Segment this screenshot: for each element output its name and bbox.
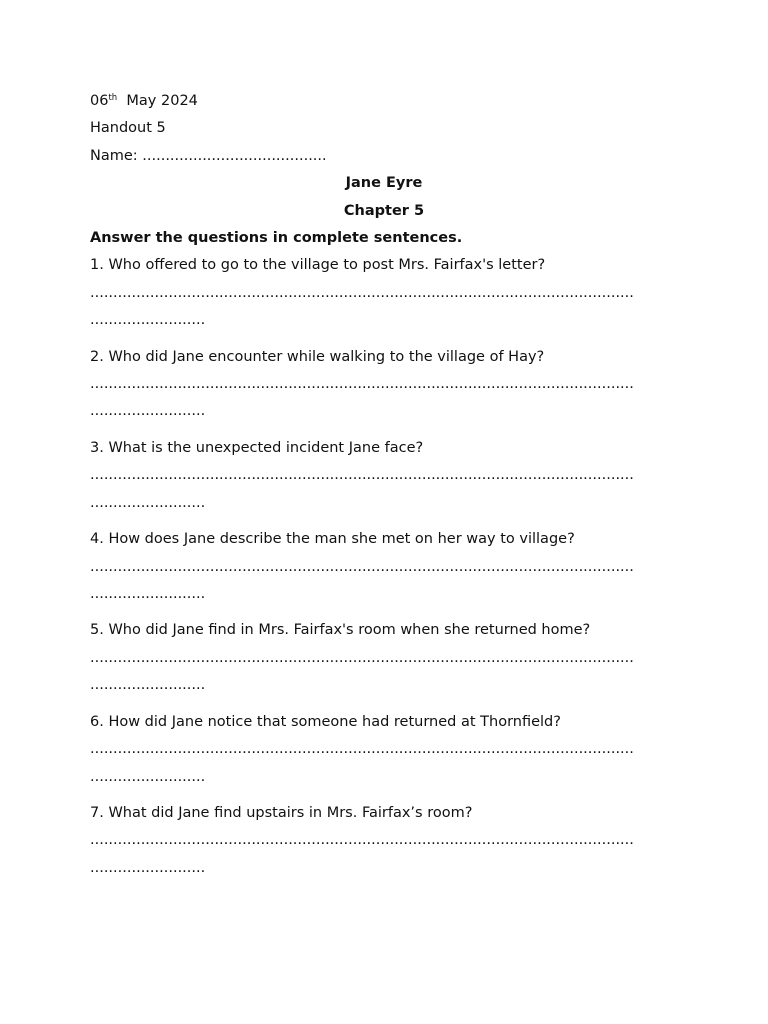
- chapter-title: Chapter 5: [343, 202, 425, 219]
- question-text: 2. Who did Jane encounter while walking to the village of Hay?: [90, 348, 545, 365]
- answer-line: ......................................................................................................................: [90, 376, 634, 393]
- date-day: 06: [90, 93, 109, 109]
- instructions: Answer the questions in complete sentences.: [90, 229, 463, 246]
- answer-line: ......................................................................................................................: [90, 558, 634, 575]
- answer-line: ......................................................................................................................: [90, 649, 634, 666]
- question-block: [90, 803, 690, 885]
- question-block: [90, 347, 690, 429]
- answer-line: .........................: [90, 403, 206, 420]
- answer-line: ......................................................................................................................: [90, 284, 634, 301]
- question-text: 7. What did Jane find upstairs in Mrs. Fairfax’s room?: [90, 805, 473, 822]
- question-block: [90, 255, 690, 337]
- question-text: 6. How did Jane notice that someone had returned at Thornfield?: [90, 713, 561, 730]
- answer-line: ......................................................................................................................: [90, 741, 634, 758]
- worksheet-page: [90, 91, 690, 894]
- answer-line: .........................: [90, 494, 206, 511]
- question-text: 3. What is the unexpected incident Jane face?: [90, 439, 424, 456]
- question-block: [90, 712, 690, 794]
- book-title: Jane Eyre: [345, 175, 423, 192]
- answer-line: .........................: [90, 312, 206, 329]
- handout-number: Handout 5: [90, 120, 166, 137]
- question-text: 1. Who offered to go to the village to post Mrs. Fairfax's letter?: [90, 257, 546, 274]
- answer-line: .........................: [90, 585, 206, 602]
- question-text: 5. Who did Jane find in Mrs. Fairfax's room when she returned home?: [90, 622, 591, 639]
- answer-line: .........................: [90, 859, 206, 876]
- date-suffix: th: [108, 93, 118, 103]
- answer-line: .........................: [90, 768, 206, 785]
- answer-line: ......................................................................................................................: [90, 467, 634, 484]
- question-block: [90, 529, 690, 611]
- question-block: [90, 438, 690, 520]
- date-month-year: May 2024: [117, 93, 198, 109]
- date-line: [90, 91, 690, 118]
- answer-line: ......................................................................................................................: [90, 832, 634, 849]
- question-text: 4. How does Jane describe the man she met on her way to village?: [90, 531, 575, 548]
- name-field: Name: ........................................: [90, 147, 327, 164]
- question-block: [90, 620, 690, 702]
- answer-line: .........................: [90, 677, 206, 694]
